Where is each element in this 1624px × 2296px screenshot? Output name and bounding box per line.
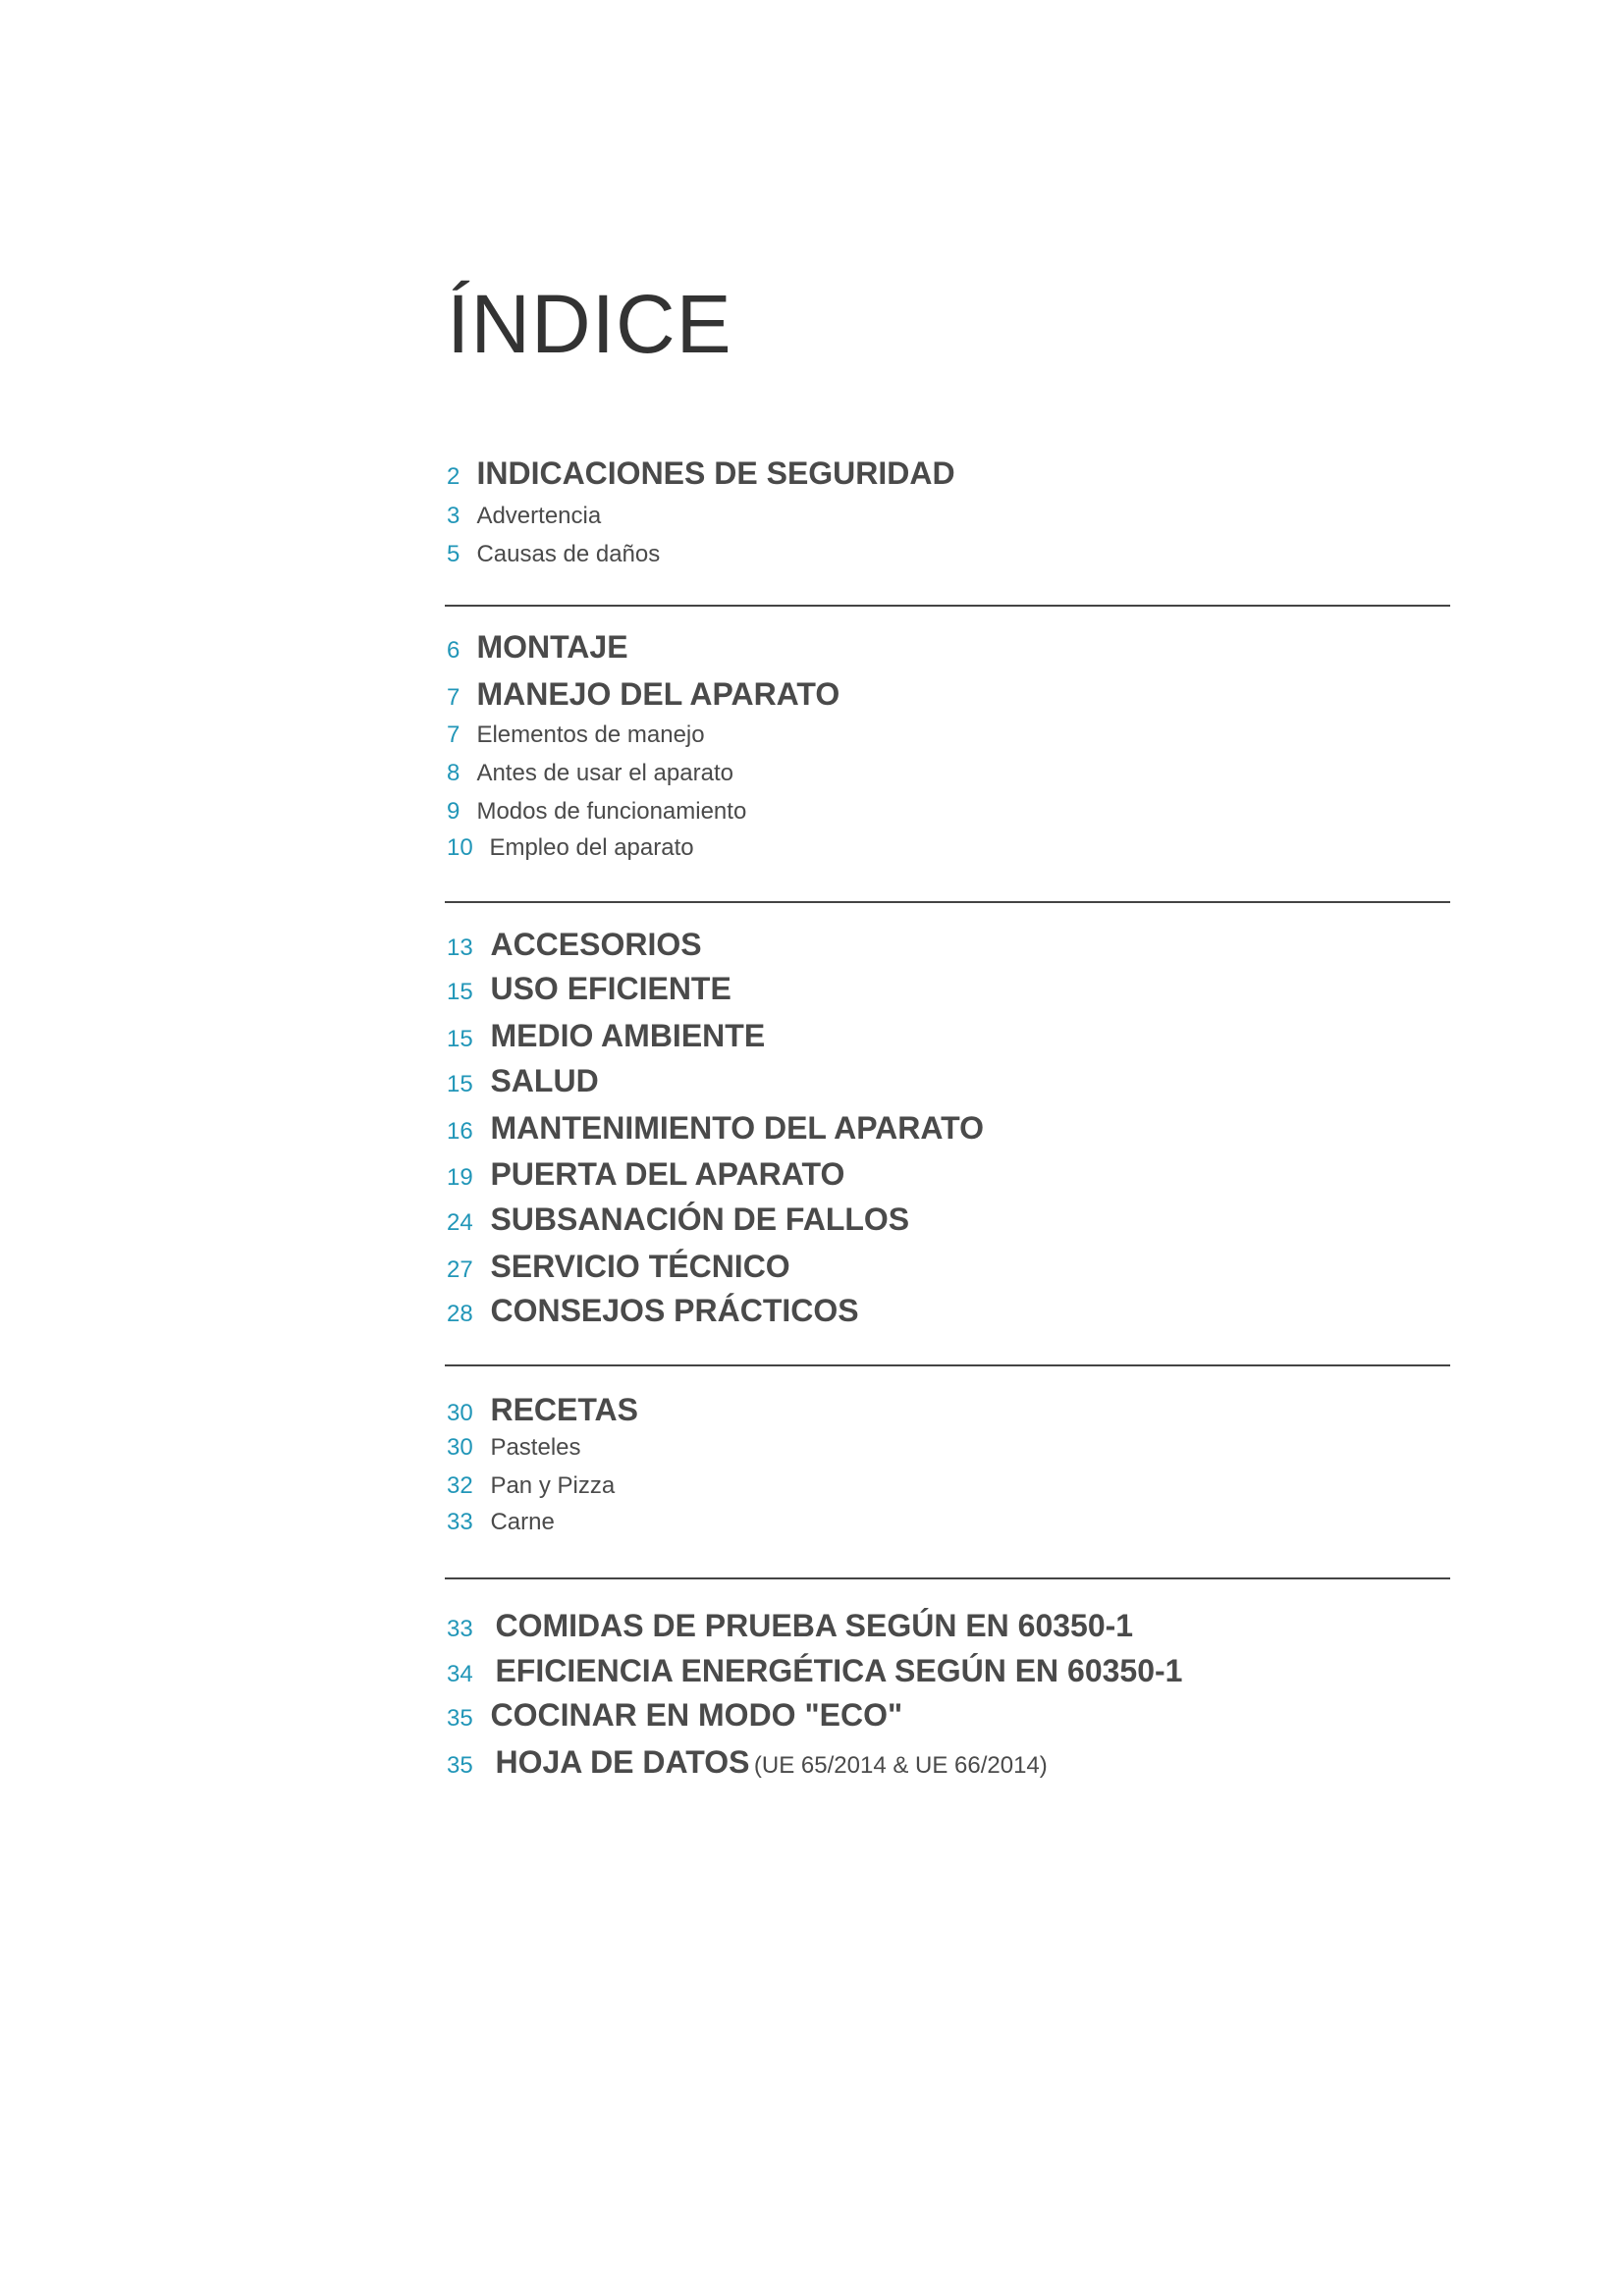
section-divider <box>445 605 1450 607</box>
toc-entry-carne[interactable] <box>447 1511 555 1534</box>
page-number: 30 <box>447 1400 473 1426</box>
page-number: 15 <box>447 1071 473 1097</box>
toc-entry-pan-y-pizza[interactable] <box>447 1474 615 1498</box>
page-number: 27 <box>447 1256 473 1283</box>
entry-label: Empleo del aparato <box>489 834 694 861</box>
page-number: 33 <box>447 1616 473 1642</box>
toc-entry-antes-de-usar[interactable] <box>447 762 733 785</box>
entry-label: PUERTA DEL APARATO <box>490 1156 845 1192</box>
toc-entry-servicio-tecnico[interactable] <box>447 1251 790 1282</box>
page-number: 6 <box>447 637 460 664</box>
page-number: 33 <box>447 1509 473 1535</box>
entry-label: EFICIENCIA ENERGÉTICA SEGÚN EN 60350-1 <box>495 1653 1183 1688</box>
page-number: 9 <box>447 798 460 825</box>
toc-entry-consejos-practicos[interactable] <box>447 1295 859 1326</box>
toc-entry-medio-ambiente[interactable] <box>447 1020 765 1051</box>
entry-label: MANTENIMIENTO DEL APARATO <box>490 1110 984 1146</box>
entry-label: Causas de daños <box>476 541 661 567</box>
toc-entry-uso-eficiente[interactable] <box>447 973 731 1004</box>
entry-label: HOJA DE DATOS <box>495 1744 750 1780</box>
entry-label: Pasteles <box>490 1434 581 1461</box>
toc-entry-advertencia[interactable] <box>447 505 601 528</box>
entry-label: MONTAJE <box>476 629 628 665</box>
toc-entry-puerta-del-aparato[interactable] <box>447 1158 844 1190</box>
toc-entry-elementos-de-manejo[interactable] <box>447 723 705 747</box>
page-number: 2 <box>447 463 460 490</box>
toc-entry-modos-de-funcionamiento[interactable] <box>447 800 746 824</box>
page-number: 28 <box>447 1301 473 1327</box>
page-number: 34 <box>447 1661 473 1687</box>
page-number: 15 <box>447 979 473 1005</box>
toc-entry-salud[interactable] <box>447 1065 599 1096</box>
page-number: 7 <box>447 684 460 711</box>
page-number: 32 <box>447 1472 473 1499</box>
toc-entry-accesorios[interactable] <box>447 929 702 960</box>
toc-entry-empleo-del-aparato[interactable] <box>447 836 694 860</box>
entry-label: COCINAR EN MODO "ECO" <box>490 1697 903 1733</box>
toc-entry-causas-de-danos[interactable] <box>447 543 660 566</box>
toc-entry-hoja-de-datos[interactable] <box>447 1746 1048 1778</box>
page-number: 7 <box>447 721 460 748</box>
entry-label: COMIDAS DE PRUEBA SEGÚN EN 60350-1 <box>495 1608 1134 1643</box>
entry-label: SUBSANACIÓN DE FALLOS <box>490 1201 910 1237</box>
entry-label: Advertencia <box>476 503 602 529</box>
page-number: 15 <box>447 1026 473 1052</box>
entry-label: SERVICIO TÉCNICO <box>490 1249 790 1284</box>
page-title: ÍNDICE <box>447 278 732 370</box>
page-number: 3 <box>447 503 460 529</box>
page-number: 5 <box>447 541 460 567</box>
toc-entry-recetas[interactable] <box>447 1394 638 1425</box>
entry-label: Carne <box>490 1509 555 1535</box>
page-number: 8 <box>447 760 460 786</box>
page-number: 30 <box>447 1434 473 1461</box>
page-number: 24 <box>447 1209 473 1236</box>
entry-label: ACCESORIOS <box>490 927 702 962</box>
toc-entry-mantenimiento[interactable] <box>447 1112 984 1144</box>
toc-entry-montaje[interactable] <box>447 631 628 663</box>
entry-label: Pan y Pizza <box>490 1472 616 1499</box>
toc-entry-eficiencia-energetica[interactable] <box>447 1655 1182 1686</box>
page-number: 10 <box>447 834 473 861</box>
section-divider <box>445 1364 1450 1366</box>
entry-label: MANEJO DEL APARATO <box>476 676 840 712</box>
toc-entry-pasteles[interactable] <box>447 1436 581 1460</box>
page-number: 16 <box>447 1118 473 1145</box>
entry-label: Modos de funcionamiento <box>476 798 747 825</box>
entry-label: USO EFICIENTE <box>490 971 731 1006</box>
toc-entry-indicaciones-de-seguridad[interactable] <box>447 457 955 489</box>
page-number: 19 <box>447 1164 473 1191</box>
entry-label: MEDIO AMBIENTE <box>490 1018 766 1053</box>
page-number: 35 <box>447 1705 473 1732</box>
entry-label: INDICACIONES DE SEGURIDAD <box>476 455 955 491</box>
toc-entry-subsanacion-de-fallos[interactable] <box>447 1203 909 1235</box>
page-number: 35 <box>447 1752 473 1779</box>
entry-label: Antes de usar el aparato <box>476 760 733 786</box>
entry-note: (UE 65/2014 & UE 66/2014) <box>753 1752 1048 1779</box>
entry-label: CONSEJOS PRÁCTICOS <box>490 1293 859 1328</box>
page-number: 13 <box>447 934 473 961</box>
toc-entry-cocinar-en-modo-eco[interactable] <box>447 1699 902 1731</box>
entry-label: RECETAS <box>490 1392 638 1427</box>
entry-label: SALUD <box>490 1063 599 1098</box>
section-divider <box>445 901 1450 903</box>
toc-entry-manejo-del-aparato[interactable] <box>447 678 839 710</box>
section-divider <box>445 1577 1450 1579</box>
toc-entry-comidas-de-prueba[interactable] <box>447 1610 1133 1641</box>
entry-label: Elementos de manejo <box>476 721 705 748</box>
